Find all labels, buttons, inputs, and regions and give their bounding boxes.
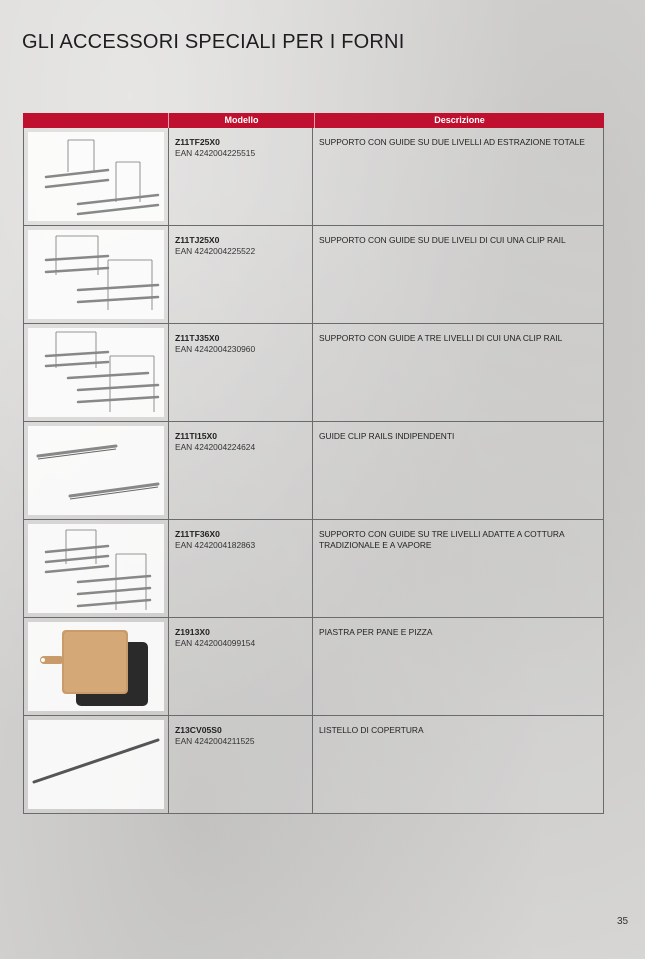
model-code: Z11TI15X0: [175, 431, 218, 441]
table-row: [23, 520, 604, 618]
ean-code: EAN 4242004182863: [175, 540, 256, 550]
table-row: [23, 324, 604, 422]
description: SUPPORTO CON GUIDE A TRE LIVELLI DI CUI UNA CLIP RAIL: [319, 333, 563, 343]
page-title: GLI ACCESSORI SPECIALI PER I FORNI: [22, 31, 405, 53]
page-number: 35: [617, 916, 629, 927]
ean-code: EAN 4242004099154: [175, 638, 256, 648]
model-code: Z11TF25X0: [175, 137, 220, 147]
ean-code: EAN 4242004230960: [175, 344, 256, 354]
cover-strip-icon: [28, 720, 164, 809]
table-row: [23, 422, 604, 520]
ean-code: EAN 4242004211525: [175, 736, 255, 746]
table-row: [23, 716, 604, 814]
clip-rails-2-levels-icon: [28, 230, 164, 319]
model-code: Z13CV05S0: [175, 725, 222, 735]
model-code: Z11TF36X0: [175, 529, 220, 539]
telescopic-rails-3-levels-icon: [28, 524, 164, 613]
table-header: [23, 113, 604, 128]
table-row: [23, 618, 604, 716]
header-model: Modello: [168, 113, 314, 128]
description: SUPPORTO CON GUIDE SU DUE LIVELI DI CUI UNA CLIP RAIL: [319, 235, 566, 245]
model-code: Z11TJ35X0: [175, 333, 220, 343]
model-code: Z11TJ25X0: [175, 235, 220, 245]
accessories-table: [23, 113, 604, 814]
independent-clip-rails-icon: [28, 426, 164, 515]
ean-code: EAN 4242004225515: [175, 148, 256, 158]
model-code: Z1913X0: [175, 627, 210, 637]
table-row: [23, 226, 604, 324]
ean-code: EAN 4242004225522: [175, 246, 256, 256]
header-description: Descrizione: [314, 113, 604, 128]
description: LISTELLO DI COPERTURA: [319, 725, 424, 735]
telescopic-rails-2-levels-icon: [28, 132, 164, 221]
clip-rails-3-levels-icon: [28, 328, 164, 417]
description: GUIDE CLIP RAILS INDIPENDENTI: [319, 431, 455, 441]
table-row: [23, 128, 604, 226]
bread-pizza-board-icon: [28, 622, 164, 711]
description: SUPPORTO CON GUIDE SU DUE LIVELLI AD ESTRAZIONE TOTALE: [319, 137, 585, 147]
description: PIASTRA PER PANE E PIZZA: [319, 627, 433, 637]
description: SUPPORTO CON GUIDE SU TRE LIVELLI ADATTE A COTTURA TRADIZIONALE E A VAPORE: [319, 529, 565, 550]
ean-code: EAN 4242004224624: [175, 442, 256, 452]
